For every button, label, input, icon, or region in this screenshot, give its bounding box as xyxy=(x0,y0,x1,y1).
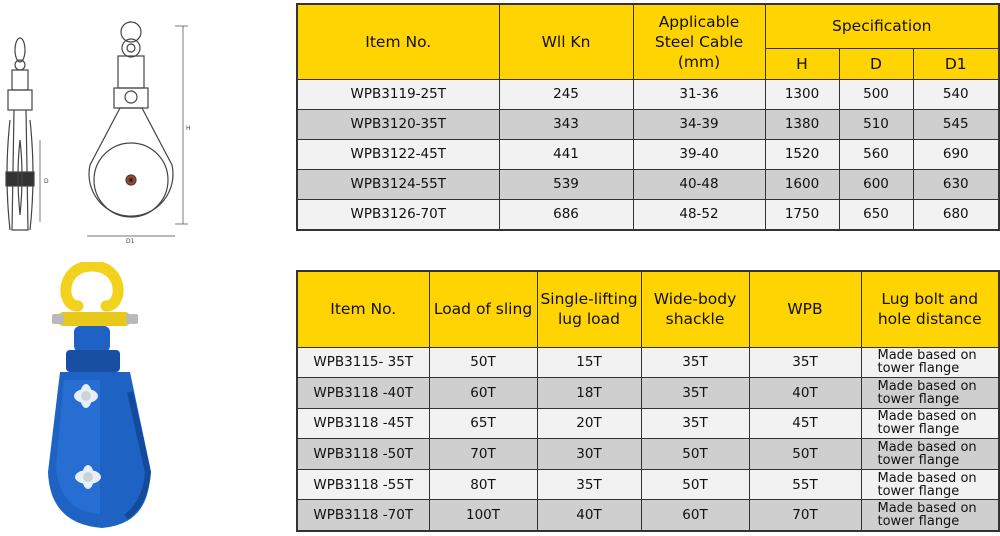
cell-lug-note xyxy=(861,469,999,500)
cell-item: WPB3118 -70T xyxy=(297,500,429,531)
header-item-no: Item No. xyxy=(297,4,499,79)
cell-d1: 545 xyxy=(913,109,999,139)
note-line-1: Made based on xyxy=(877,439,977,455)
table-row xyxy=(297,109,999,139)
cell-item: WPB3118 -50T xyxy=(297,439,429,470)
cell-load: 65T xyxy=(429,408,537,439)
cell-d1: 690 xyxy=(913,139,999,169)
cell-item: WPB3115- 35T xyxy=(297,347,429,378)
cell-lug-note xyxy=(861,378,999,409)
cell-d: 500 xyxy=(839,79,913,109)
header-applicable-steel-cable xyxy=(633,4,765,79)
cell-h: 1300 xyxy=(765,79,839,109)
cell-item: WPB3118 -55T xyxy=(297,469,429,500)
header-single-line-1: Single-lifting xyxy=(540,290,638,309)
load-table xyxy=(296,270,1000,532)
cell-wpb: 70T xyxy=(749,500,861,531)
header-d1: D1 xyxy=(913,48,999,79)
cell-item: WPB3120-35T xyxy=(297,109,499,139)
note-line-2: tower flange xyxy=(877,391,960,407)
cell-wll: 686 xyxy=(499,199,633,230)
header-h: H xyxy=(765,48,839,79)
cell-cable: 31-36 xyxy=(633,79,765,109)
cell-single: 15T xyxy=(537,347,641,378)
table-row xyxy=(297,169,999,199)
cell-load: 70T xyxy=(429,439,537,470)
cell-wide: 35T xyxy=(641,378,749,409)
note-line-1: Made based on xyxy=(877,348,977,364)
cell-wide: 35T xyxy=(641,408,749,439)
header-wide-line-1: Wide-body xyxy=(653,290,737,309)
cell-lug-note xyxy=(861,347,999,378)
table-row xyxy=(297,500,999,531)
note-line-1: Made based on xyxy=(877,470,977,486)
cell-cable: 34-39 xyxy=(633,109,765,139)
cell-item: WPB3126-70T xyxy=(297,199,499,230)
cell-single: 20T xyxy=(537,408,641,439)
cell-load: 80T xyxy=(429,469,537,500)
cell-wll: 539 xyxy=(499,169,633,199)
cell-wide: 35T xyxy=(641,347,749,378)
cell-item: WPB3118 -40T xyxy=(297,378,429,409)
header-single-lifting-lug-load xyxy=(537,271,641,347)
note-line-1: Made based on xyxy=(877,378,977,394)
cell-single: 35T xyxy=(537,469,641,500)
cell-lug-note xyxy=(861,408,999,439)
table-row xyxy=(297,408,999,439)
header-specification: Specification xyxy=(765,4,999,48)
cell-wpb: 50T xyxy=(749,439,861,470)
table-row xyxy=(297,469,999,500)
note-line-2: tower flange xyxy=(877,483,960,499)
dimension-d-label: D xyxy=(44,178,49,185)
header-cable-line-3: (mm) xyxy=(677,52,721,71)
cell-item: WPB3118 -45T xyxy=(297,408,429,439)
header-lug-line-2: hole distance xyxy=(877,310,982,329)
cell-single: 18T xyxy=(537,378,641,409)
note-line-2: tower flange xyxy=(877,422,960,438)
cell-wide: 50T xyxy=(641,469,749,500)
note-line-1: Made based on xyxy=(877,409,977,425)
header-wpb: WPB xyxy=(749,271,861,347)
cell-wll: 343 xyxy=(499,109,633,139)
cell-load: 60T xyxy=(429,378,537,409)
header-wll-kn: Wll Kn xyxy=(499,4,633,79)
cell-d: 510 xyxy=(839,109,913,139)
cell-lug-note xyxy=(861,500,999,531)
cell-wpb: 45T xyxy=(749,408,861,439)
table-row xyxy=(297,199,999,230)
header-d: D xyxy=(839,48,913,79)
cell-single: 30T xyxy=(537,439,641,470)
cell-d1: 540 xyxy=(913,79,999,109)
cell-d1: 630 xyxy=(913,169,999,199)
cell-d: 650 xyxy=(839,199,913,230)
cell-wpb: 40T xyxy=(749,378,861,409)
table-row xyxy=(297,347,999,378)
header-cable-line-1: Applicable xyxy=(658,12,740,31)
cell-cable: 39-40 xyxy=(633,139,765,169)
cell-cable: 48-52 xyxy=(633,199,765,230)
cell-h: 1520 xyxy=(765,139,839,169)
header-item-no: Item No. xyxy=(297,271,429,347)
cell-d1: 680 xyxy=(913,199,999,230)
header-lug-line-1: Lug bolt and xyxy=(881,290,979,309)
header-single-line-2: lug load xyxy=(557,310,621,329)
cell-item: WPB3124-55T xyxy=(297,169,499,199)
cell-load: 50T xyxy=(429,347,537,378)
table-row xyxy=(297,139,999,169)
dimension-h-label: H xyxy=(186,125,191,132)
cell-cable: 40-48 xyxy=(633,169,765,199)
cell-wide: 50T xyxy=(641,439,749,470)
note-line-2: tower flange xyxy=(877,361,960,377)
cell-d: 560 xyxy=(839,139,913,169)
header-cable-line-2: Steel Cable xyxy=(654,32,744,51)
dimension-d1-label: D1 xyxy=(126,238,135,245)
cell-h: 1750 xyxy=(765,199,839,230)
cell-lug-note xyxy=(861,439,999,470)
cell-h: 1380 xyxy=(765,109,839,139)
cell-wll: 245 xyxy=(499,79,633,109)
cell-h: 1600 xyxy=(765,169,839,199)
cell-wpb: 35T xyxy=(749,347,861,378)
header-wide-line-2: shackle xyxy=(665,310,725,329)
note-line-2: tower flange xyxy=(877,514,960,530)
cell-wpb: 55T xyxy=(749,469,861,500)
note-line-1: Made based on xyxy=(877,501,977,517)
table-row xyxy=(297,439,999,470)
cell-wide: 60T xyxy=(641,500,749,531)
note-line-2: tower flange xyxy=(877,452,960,468)
cell-item: WPB3119-25T xyxy=(297,79,499,109)
cell-item: WPB3122-45T xyxy=(297,139,499,169)
pulley-technical-drawing xyxy=(0,0,270,255)
cell-single: 40T xyxy=(537,500,641,531)
specification-table xyxy=(296,3,1000,231)
header-wide-body-shackle xyxy=(641,271,749,347)
table-row xyxy=(297,79,999,109)
table-row xyxy=(297,378,999,409)
cell-d: 600 xyxy=(839,169,913,199)
cell-wll: 441 xyxy=(499,139,633,169)
header-lug-bolt-hole-distance xyxy=(861,271,999,347)
pulley-product-photo xyxy=(30,262,190,534)
cell-load: 100T xyxy=(429,500,537,531)
header-load-of-sling: Load of sling xyxy=(429,271,537,347)
